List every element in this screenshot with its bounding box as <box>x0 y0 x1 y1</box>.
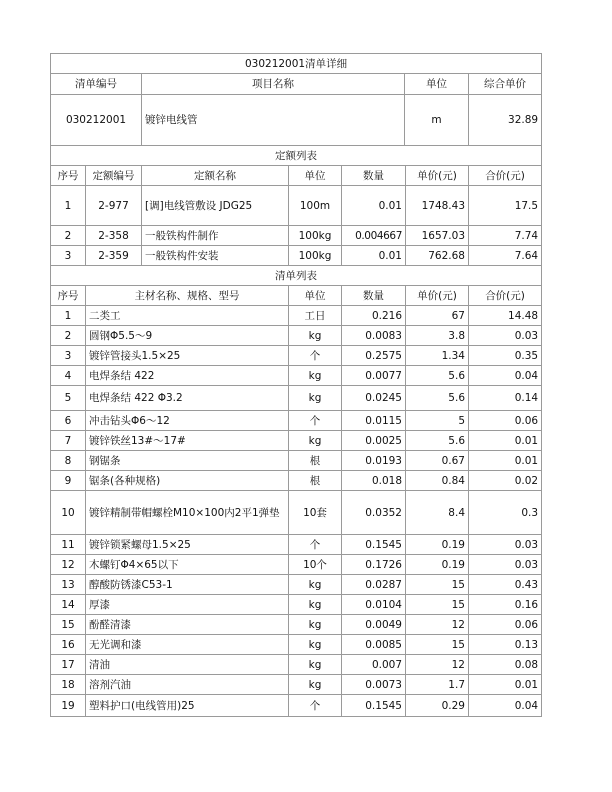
material-price: 12 <box>406 655 469 675</box>
material-price: 0.19 <box>406 555 469 575</box>
material-row <box>51 471 542 491</box>
material-qty: 0.0049 <box>342 615 406 635</box>
material-name: 镀锌锁紧螺母1.5×25 <box>86 535 289 555</box>
quota-header-no: 序号 <box>51 166 86 186</box>
material-qty: 0.0193 <box>342 451 406 471</box>
material-unit: 根 <box>289 471 342 491</box>
material-unit: 10套 <box>289 491 342 535</box>
quota-unit: 100m <box>289 186 342 226</box>
quota-total: 7.74 <box>469 226 542 246</box>
material-price: 1.34 <box>406 346 469 366</box>
material-row <box>51 595 542 615</box>
material-total: 0.35 <box>469 346 542 366</box>
bill-detail-table <box>50 53 542 717</box>
material-qty: 0.0104 <box>342 595 406 615</box>
quota-unit: 100kg <box>289 246 342 266</box>
material-price: 5.6 <box>406 431 469 451</box>
material-price: 3.8 <box>406 326 469 346</box>
material-name: 镀锌管接头1.5×25 <box>86 346 289 366</box>
material-price: 8.4 <box>406 491 469 535</box>
material-no: 6 <box>51 411 86 431</box>
material-no: 2 <box>51 326 86 346</box>
material-name: 醇酸防锈漆C53-1 <box>86 575 289 595</box>
material-price: 0.19 <box>406 535 469 555</box>
material-total: 0.01 <box>469 451 542 471</box>
material-total: 0.03 <box>469 535 542 555</box>
quota-qty: 0.004667 <box>342 226 406 246</box>
material-unit: kg <box>289 615 342 635</box>
quota-header-price: 单价(元) <box>406 166 469 186</box>
material-total: 0.01 <box>469 675 542 695</box>
quota-unit: 100kg <box>289 226 342 246</box>
material-qty: 0.007 <box>342 655 406 675</box>
material-price: 1.7 <box>406 675 469 695</box>
materials-section-row <box>51 266 542 286</box>
material-unit: kg <box>289 431 342 451</box>
material-name: 电焊条结 422 Φ3.2 <box>86 386 289 411</box>
quota-name: [调]电线管敷设 JDG25 <box>142 186 289 226</box>
material-row <box>51 431 542 451</box>
material-unit: 根 <box>289 451 342 471</box>
material-no: 16 <box>51 635 86 655</box>
material-total: 0.08 <box>469 655 542 675</box>
quota-section-row <box>51 146 542 166</box>
materials-header-no: 序号 <box>51 286 86 306</box>
material-price: 5.6 <box>406 366 469 386</box>
material-no: 9 <box>51 471 86 491</box>
material-qty: 0.1726 <box>342 555 406 575</box>
material-total: 0.03 <box>469 326 542 346</box>
material-unit: 工日 <box>289 306 342 326</box>
material-total: 0.06 <box>469 615 542 635</box>
material-name: 锯条(各种规格) <box>86 471 289 491</box>
material-unit: kg <box>289 326 342 346</box>
material-price: 0.84 <box>406 471 469 491</box>
material-unit: 个 <box>289 346 342 366</box>
material-name: 厚漆 <box>86 595 289 615</box>
material-no: 14 <box>51 595 86 615</box>
quota-code: 2-359 <box>86 246 142 266</box>
material-qty: 0.1545 <box>342 695 406 717</box>
quota-no: 2 <box>51 226 86 246</box>
material-no: 12 <box>51 555 86 575</box>
material-total: 0.14 <box>469 386 542 411</box>
material-name: 冲击钻头Φ6～12 <box>86 411 289 431</box>
material-row <box>51 675 542 695</box>
material-unit: 个 <box>289 535 342 555</box>
quota-no: 1 <box>51 186 86 226</box>
material-no: 17 <box>51 655 86 675</box>
material-price: 0.29 <box>406 695 469 717</box>
material-qty: 0.2575 <box>342 346 406 366</box>
material-no: 7 <box>51 431 86 451</box>
materials-header-row <box>51 286 542 306</box>
quota-price: 762.68 <box>406 246 469 266</box>
material-no: 5 <box>51 386 86 411</box>
title-row <box>51 54 542 74</box>
materials-header-price: 单价(元) <box>406 286 469 306</box>
quota-header-total: 合价(元) <box>469 166 542 186</box>
material-total: 0.02 <box>469 471 542 491</box>
material-row <box>51 555 542 575</box>
material-name: 电焊条结 422 <box>86 366 289 386</box>
material-no: 10 <box>51 491 86 535</box>
quota-header-code: 定额编号 <box>86 166 142 186</box>
quota-price: 1748.43 <box>406 186 469 226</box>
material-qty: 0.0245 <box>342 386 406 411</box>
material-no: 11 <box>51 535 86 555</box>
item-name: 镀锌电线管 <box>145 114 198 126</box>
material-price: 15 <box>406 635 469 655</box>
material-price: 12 <box>406 615 469 635</box>
material-qty: 0.0025 <box>342 431 406 451</box>
material-unit: kg <box>289 386 342 411</box>
quota-header-name: 定额名称 <box>142 166 289 186</box>
materials-header-unit: 单位 <box>289 286 342 306</box>
material-qty: 0.0083 <box>342 326 406 346</box>
material-qty: 0.0115 <box>342 411 406 431</box>
material-unit: kg <box>289 655 342 675</box>
material-row <box>51 386 542 411</box>
item-unit: m <box>404 95 468 145</box>
material-total: 0.04 <box>469 366 542 386</box>
materials-header-total: 合价(元) <box>469 286 542 306</box>
material-unit: 个 <box>289 695 342 717</box>
material-price: 67 <box>406 306 469 326</box>
material-total: 0.04 <box>469 695 542 717</box>
header-item-name: 项目名称 <box>252 78 294 90</box>
material-qty: 0.0085 <box>342 635 406 655</box>
table-title: 030212001清单详细 <box>51 54 542 74</box>
material-no: 13 <box>51 575 86 595</box>
material-no: 18 <box>51 675 86 695</box>
quota-qty: 0.01 <box>342 246 406 266</box>
material-total: 0.13 <box>469 635 542 655</box>
material-qty: 0.018 <box>342 471 406 491</box>
bill-code: 030212001 <box>51 95 142 146</box>
material-row <box>51 655 542 675</box>
quota-price: 1657.03 <box>406 226 469 246</box>
materials-header-qty: 数量 <box>342 286 406 306</box>
material-name: 镀锌精制带帽螺栓M10×100内2平1弹垫 <box>86 491 289 535</box>
material-row <box>51 346 542 366</box>
material-total: 0.43 <box>469 575 542 595</box>
material-total: 0.06 <box>469 411 542 431</box>
materials-header-name: 主材名称、规格、型号 <box>86 286 289 306</box>
item-unit-price: 32.89 <box>469 95 542 146</box>
material-total: 14.48 <box>469 306 542 326</box>
material-row <box>51 306 542 326</box>
material-row <box>51 451 542 471</box>
material-row <box>51 411 542 431</box>
material-total: 0.16 <box>469 595 542 615</box>
material-qty: 0.0287 <box>342 575 406 595</box>
material-qty: 0.0077 <box>342 366 406 386</box>
material-unit: kg <box>289 595 342 615</box>
material-unit: kg <box>289 635 342 655</box>
material-name: 木螺钉Φ4×65以下 <box>86 555 289 575</box>
material-row <box>51 491 542 535</box>
materials-section-title: 清单列表 <box>51 266 542 286</box>
material-unit: kg <box>289 575 342 595</box>
summary-header-row <box>51 74 542 95</box>
material-qty: 0.0073 <box>342 675 406 695</box>
material-name: 二类工 <box>86 306 289 326</box>
quota-total: 17.5 <box>469 186 542 226</box>
material-qty: 0.216 <box>342 306 406 326</box>
material-unit: kg <box>289 366 342 386</box>
quota-header-qty: 数量 <box>342 166 406 186</box>
material-row <box>51 326 542 346</box>
quota-qty: 0.01 <box>342 186 406 226</box>
material-no: 1 <box>51 306 86 326</box>
header-unit: 单位 <box>404 74 468 94</box>
quota-no: 3 <box>51 246 86 266</box>
header-bill-code: 清单编号 <box>51 74 142 95</box>
material-name: 无光调和漆 <box>86 635 289 655</box>
material-row <box>51 635 542 655</box>
material-name: 塑料护口(电线管用)25 <box>86 695 289 717</box>
material-qty: 0.1545 <box>342 535 406 555</box>
material-name: 清油 <box>86 655 289 675</box>
material-no: 19 <box>51 695 86 717</box>
quota-code: 2-977 <box>86 186 142 226</box>
material-no: 8 <box>51 451 86 471</box>
quota-row <box>51 186 542 226</box>
material-unit: kg <box>289 675 342 695</box>
material-row <box>51 366 542 386</box>
material-no: 3 <box>51 346 86 366</box>
quota-name: 一般铁构件安装 <box>142 246 289 266</box>
material-row <box>51 575 542 595</box>
quota-row <box>51 246 542 266</box>
material-row <box>51 695 542 717</box>
quota-code: 2-358 <box>86 226 142 246</box>
material-row <box>51 615 542 635</box>
material-price: 5 <box>406 411 469 431</box>
material-name: 酚醛清漆 <box>86 615 289 635</box>
material-total: 0.03 <box>469 555 542 575</box>
material-no: 4 <box>51 366 86 386</box>
material-qty: 0.0352 <box>342 491 406 535</box>
quota-header-row <box>51 166 542 186</box>
summary-row <box>51 95 542 146</box>
quota-row <box>51 226 542 246</box>
material-total: 0.01 <box>469 431 542 451</box>
material-name: 圆钢Φ5.5～9 <box>86 326 289 346</box>
material-price: 15 <box>406 575 469 595</box>
material-unit: 个 <box>289 411 342 431</box>
quota-section-title: 定额列表 <box>51 146 542 166</box>
quota-name: 一般铁构件制作 <box>142 226 289 246</box>
quota-total: 7.64 <box>469 246 542 266</box>
material-name: 钢锯条 <box>86 451 289 471</box>
quota-header-unit: 单位 <box>289 166 342 186</box>
material-row <box>51 535 542 555</box>
material-no: 15 <box>51 615 86 635</box>
material-name: 溶剂汽油 <box>86 675 289 695</box>
material-name: 镀锌铁丝13#～17# <box>86 431 289 451</box>
material-price: 0.67 <box>406 451 469 471</box>
header-unit-price: 综合单价 <box>469 74 542 95</box>
material-price: 15 <box>406 595 469 615</box>
material-price: 5.6 <box>406 386 469 411</box>
material-total: 0.3 <box>469 491 542 535</box>
material-unit: 10个 <box>289 555 342 575</box>
